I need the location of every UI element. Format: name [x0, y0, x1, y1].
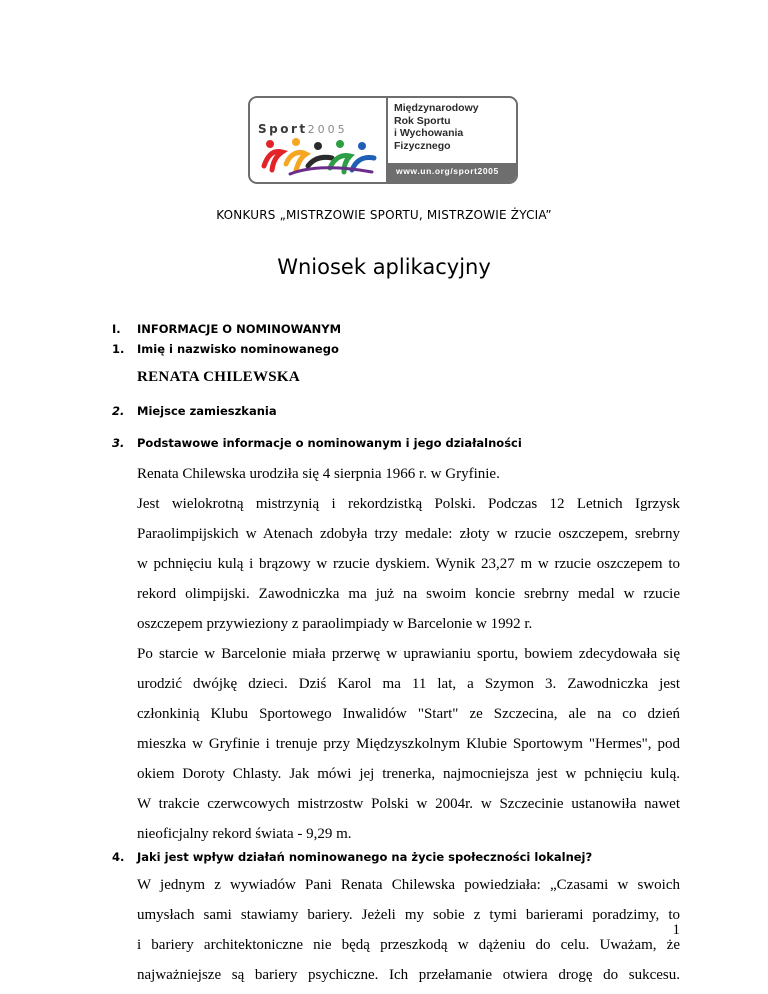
question-number: 1. — [112, 342, 125, 356]
logo-line: i Wychowania — [394, 127, 464, 139]
contest-name: KONKURS „MISTRZOWIE SPORTU, MISTRZOWIE ŻYCIA” — [216, 208, 552, 222]
question-title: Podstawowe informacje o nominowanym i jego działalności — [137, 436, 522, 450]
logo-emblem — [250, 98, 386, 182]
question-number: 3. — [112, 436, 125, 450]
question-heading-name — [112, 342, 339, 356]
question-title: Imię i nazwisko nominowanego — [137, 342, 339, 356]
text-line: i bariery architektoniczne nie będą przeszkodą w dążeniu do celu. Uważam, że — [137, 937, 680, 953]
text-line: oszczepem przywieziony z paraolimpiady w Barcelonie w 1992 r. — [137, 616, 533, 632]
question-title: Jaki jest wpływ działań nominowanego na życie społeczności lokalnej? — [137, 850, 593, 864]
text-line: Po starcie w Barcelonie miała przerwę w uprawianiu sportu, bowiem zdecydowała się — [137, 646, 680, 662]
text-line: najważniejsze są bariery psychiczne. Ich przełamanie otwiera drogę do sukcesu. — [137, 967, 680, 983]
document-title: Wniosek aplikacyjny — [277, 255, 491, 279]
sport2005-logo — [248, 96, 518, 184]
page-number: 1 — [672, 922, 680, 938]
text-line: urodzić dwójkę dzieci. Dziś Karol ma 11 lat, a Szymon 3. Zawodniczka jest — [137, 676, 680, 692]
question-number: 4. — [112, 850, 125, 864]
logo-url-band — [388, 163, 516, 182]
nominee-name: RENATA CHILEWSKA — [137, 369, 301, 385]
section-number: I. — [112, 322, 121, 336]
question-heading-basic-info — [112, 436, 522, 450]
text-line: Paraolimpijskich w Atenach zdobyła trzy medale: złoty w rzucie oszczepem, srebrny — [137, 526, 680, 542]
logo-url: www.un.org/sport2005 — [396, 166, 499, 176]
text-line: Renata Chilewska urodziła się 4 sierpnia 1966 r. w Gryfinie. — [137, 466, 500, 482]
text-line: Jest wielokrotną mistrzynią i rekordzistką Polski. Podczas 12 Letnich Igrzysk — [137, 496, 680, 512]
basic-info-paragraph — [137, 459, 680, 849]
text-line: W trakcie czerwcowych mistrzostw Polski w 2004r. w Szczecinie ustanowiła nawet — [137, 796, 680, 812]
local-impact-paragraph — [137, 870, 680, 990]
text-line: umysłach sami stawiamy bariery. Jeżeli my sobie z tymi barierami poradzimy, to — [137, 907, 680, 923]
text-line: rekord olimpijski. Zawodniczka ma już na swoim koncie srebrny medal w rzucie — [137, 586, 680, 602]
text-line: W jednym z wywiadów Pani Renata Chilewska powiedziała: „Czasami w swoich — [137, 877, 680, 893]
text-line: nieoficjalny rekord świata - 9,29 m. — [137, 826, 352, 842]
question-number: 2. — [112, 404, 125, 418]
question-title: Miejsce zamieszkania — [137, 404, 277, 418]
text-line: okiem Doroty Chlasty. Jak mówi jej trenerka, najmocniejsza jest w pchnięciu kulą. — [137, 766, 680, 782]
logo-line: Fizycznego — [394, 139, 451, 152]
section-title: INFORMACJE O NOMINOWANYM — [137, 322, 342, 336]
athletes-figures-icon — [260, 136, 378, 176]
logo-text-panel — [386, 98, 516, 182]
section-heading-nominee-info — [112, 322, 341, 336]
logo-title — [394, 102, 479, 152]
text-line: członkinią Klubu Sportowego Inwalidów "Start" ze Szczecina, ale na co dzień — [137, 706, 680, 722]
question-heading-local-impact — [112, 850, 592, 864]
text-line: mieszka w Gryfinie i trenuje przy Międzyszkolnym Klubie Sportowym "Hermes", pod — [137, 736, 680, 752]
logo-wordmark: Sport2005 — [258, 122, 348, 136]
question-heading-residence — [112, 404, 277, 418]
logo-line: Międzynarodowy — [394, 102, 479, 114]
text-line: w pchnięciu kulą i brązowy w rzucie dyskiem. Wynik 23,27 m w rzucie oszczepem to — [137, 556, 680, 572]
logo-line: Rok Sportu — [394, 114, 451, 127]
